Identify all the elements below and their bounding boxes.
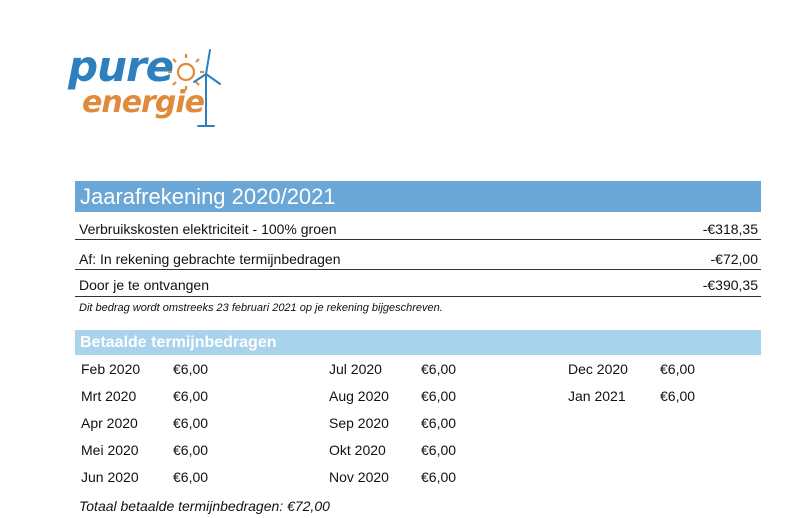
payment-note: Dit bedrag wordt omstreeks 23 februari 2021 op je rekening bijgeschreven. (79, 302, 443, 314)
payment-amount: €6,00 (173, 388, 209, 404)
statement-title: Jaarafrekening 2020/2021 (75, 181, 761, 212)
payment-amount: €6,00 (660, 361, 696, 377)
statement-divider (75, 296, 761, 297)
payment-amount: €6,00 (421, 361, 457, 377)
row-amount: -€72,00 (710, 251, 758, 267)
row-amount: -€390,35 (702, 277, 758, 293)
statement-row-usage (75, 218, 761, 240)
payment-month: Feb 2020 (81, 361, 141, 377)
payments-title: Betaalde termijnbedragen (75, 330, 761, 355)
payment-amount: €6,00 (421, 469, 457, 485)
row-label: Af: In rekening gebrachte termijnbedragen (79, 251, 341, 267)
statement-row-to-receive (75, 274, 761, 296)
payment-amount: €6,00 (421, 442, 457, 458)
payment-month: Jan 2021 (568, 388, 626, 404)
payments-total: Totaal betaalde termijnbedragen: €72,00 (79, 498, 330, 514)
row-label: Door je te ontvangen (79, 277, 209, 293)
statement-row-deduction (75, 248, 761, 270)
logo-word-energie: energie (82, 85, 204, 120)
payment-amount: €6,00 (173, 415, 209, 431)
payment-amount: €6,00 (421, 415, 457, 431)
payment-amount: €6,00 (173, 469, 209, 485)
payment-month: Okt 2020 (329, 442, 386, 458)
payment-month: Mei 2020 (81, 442, 139, 458)
sun-icon (168, 54, 204, 90)
payment-amount: €6,00 (173, 361, 209, 377)
payment-month: Sep 2020 (329, 415, 389, 431)
payment-amount: €6,00 (173, 442, 209, 458)
payment-amount: €6,00 (421, 388, 457, 404)
sun-wind-turbine-icon (162, 42, 232, 132)
logo-word-pure: pure (68, 42, 174, 91)
pure-energie-logo (62, 42, 232, 134)
row-amount: -€318,35 (702, 221, 758, 237)
payment-month: Aug 2020 (329, 388, 389, 404)
row-label: Verbruikskosten elektriciteit - 100% groen (79, 221, 337, 237)
payment-month: Dec 2020 (568, 361, 628, 377)
payment-month: Apr 2020 (81, 415, 138, 431)
payment-amount: €6,00 (660, 388, 696, 404)
payment-month: Mrt 2020 (81, 388, 137, 404)
payment-month: Nov 2020 (329, 469, 389, 485)
payment-month: Jul 2020 (329, 361, 382, 377)
payment-month: Jun 2020 (81, 469, 139, 485)
